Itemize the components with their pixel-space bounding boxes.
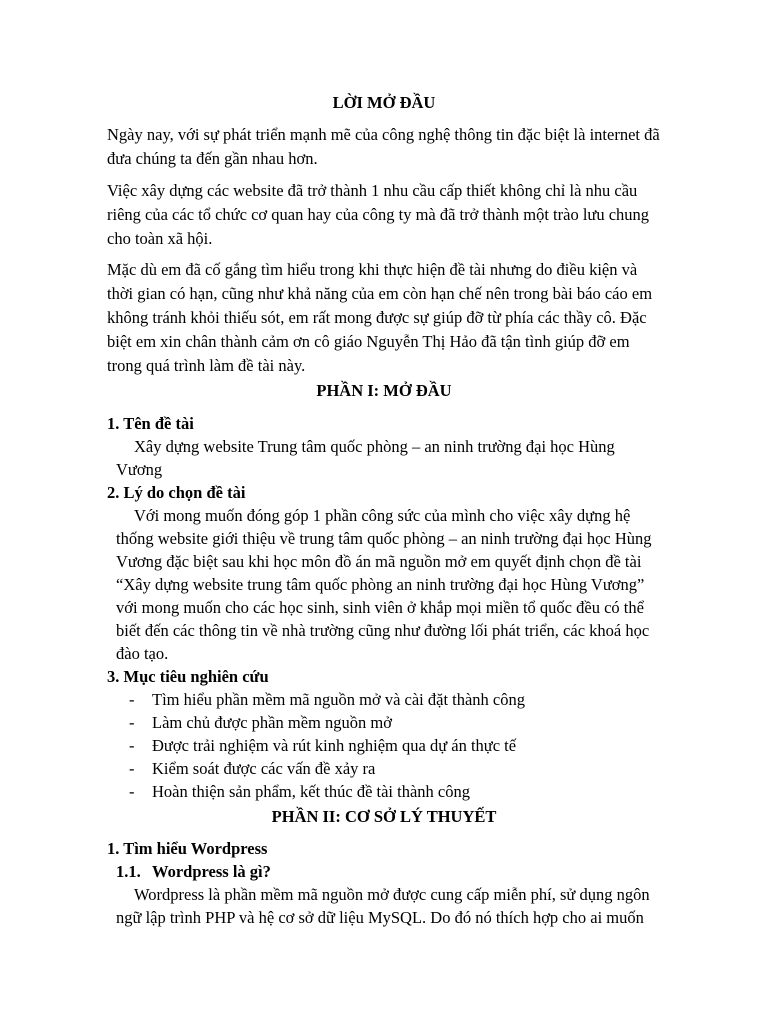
intro-paragraph-3-line: không tránh khỏi thiếu sót, em rất mong được sự giúp đỡ từ phía các thầy cô. Đặc bbox=[107, 308, 647, 327]
section-3-heading: 3. Mục tiêu nghiên cứu bbox=[107, 667, 269, 686]
list-bullet: - bbox=[129, 736, 135, 755]
section-2-line: với mong muốn cho các học sinh, sinh viên ở khắp mọi miền tổ quốc đều có thể bbox=[116, 598, 644, 617]
objective-list-item: Tìm hiểu phần mềm mã nguồn mở và cài đặt thành công bbox=[152, 690, 526, 709]
section-2-line: Với mong muốn đóng góp 1 phần công sức của mình cho việc xây dựng hệ bbox=[134, 506, 631, 525]
objective-list-item: Làm chủ được phần mềm nguồn mở bbox=[152, 713, 392, 732]
list-bullet: - bbox=[129, 690, 135, 709]
list-bullet: - bbox=[129, 759, 135, 778]
intro-paragraph-1-line: đưa chúng ta đến gần nhau hơn. bbox=[107, 149, 318, 168]
section-2-line: thống website giới thiệu về trung tâm quốc phòng – an ninh trường đại học Hùng bbox=[116, 529, 652, 548]
section-1-heading: 1. Tên đề tài bbox=[107, 414, 194, 433]
intro-paragraph-1-line: Ngày nay, với sự phát triển mạnh mẽ của công nghệ thông tin đặc biệt là internet đã bbox=[107, 125, 660, 144]
section-wordpress-heading: 1. Tìm hiểu Wordpress bbox=[107, 839, 268, 858]
section-2-line: đào tạo. bbox=[116, 644, 169, 663]
subsection-line: ngữ lập trình PHP và hệ cơ sở dữ liệu MySQL. Do đó nó thích hợp cho ai muốn bbox=[116, 908, 644, 927]
list-bullet: - bbox=[129, 782, 135, 801]
objective-list-item: Hoàn thiện sản phẩm, kết thúc đề tài thành công bbox=[152, 782, 470, 801]
section-1-line: Xây dựng website Trung tâm quốc phòng – an ninh trường đại học Hùng bbox=[134, 437, 615, 456]
part-1-title: PHẦN I: MỞ ĐẦU bbox=[316, 381, 452, 400]
section-2-line: “Xây dựng website trung tâm quốc phòng an ninh trường đại học Hùng Vương” bbox=[116, 575, 645, 594]
objective-list-item: Được trải nghiệm và rút kinh nghiệm qua dự án thực tế bbox=[152, 736, 517, 755]
list-bullet: - bbox=[129, 713, 135, 732]
intro-paragraph-2-line: riêng của các tổ chức cơ quan hay của công ty mà đã trở thành một trào lưu chung bbox=[107, 205, 650, 224]
intro-paragraph-3-line: trong quá trình làm đề tài này. bbox=[107, 356, 306, 375]
subsection-line: Wordpress là phần mềm mã nguồn mở được cung cấp miễn phí, sử dụng ngôn bbox=[134, 885, 650, 904]
intro-paragraph-2-line: Việc xây dựng các website đã trở thành 1 nhu cầu cấp thiết không chỉ là nhu cầu bbox=[107, 181, 638, 200]
part-2-title: PHẦN II: CƠ SỞ LÝ THUYẾT bbox=[271, 807, 497, 826]
intro-paragraph-3-line: biệt em xin chân thành cảm ơn cô giáo Nguyễn Thị Hảo đã tận tình giúp đỡ em bbox=[107, 332, 630, 351]
objective-list-item: Kiểm soát được các vấn đề xảy ra bbox=[152, 759, 376, 778]
intro-paragraph-2-line: cho toàn xã hội. bbox=[107, 229, 213, 248]
subsection-number: 1.1. bbox=[116, 862, 141, 881]
intro-title: LỜI MỞ ĐẦU bbox=[332, 93, 436, 112]
intro-paragraph-3-line: Mặc dù em đã cố gắng tìm hiểu trong khi thực hiện đề tài nhưng do điều kiện và bbox=[107, 260, 638, 279]
intro-paragraph-3-line: thời gian có hạn, cũng như khả năng của em còn hạn chế nên trong bài báo cáo em bbox=[107, 284, 653, 303]
section-2-line: Vương đặc biệt sau khi học môn đồ án mã nguồn mở em quyết định chọn đề tài bbox=[116, 552, 642, 571]
section-1-line: Vương bbox=[116, 460, 163, 479]
section-2-line: biết đến các thông tin về nhà trường cũng như đường lối phát triển, các khoá học bbox=[116, 621, 650, 640]
subsection-heading: Wordpress là gì? bbox=[152, 862, 271, 881]
section-2-heading: 2. Lý do chọn đề tài bbox=[107, 483, 246, 502]
